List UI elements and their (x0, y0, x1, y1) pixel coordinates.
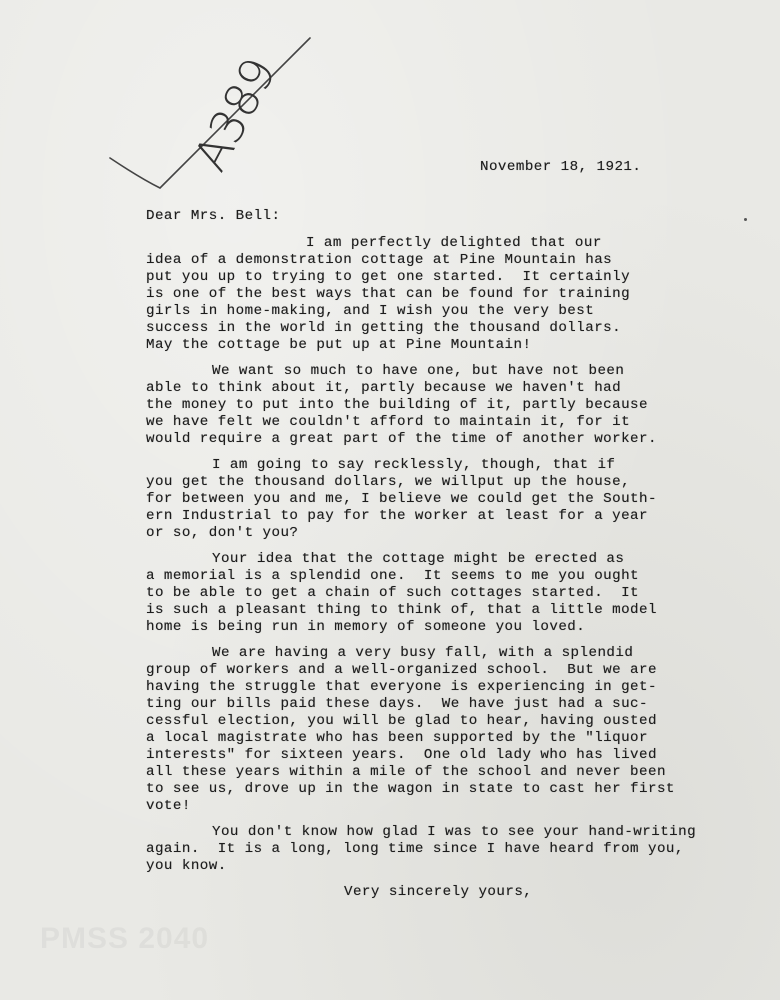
body-line: We are having a very busy fall, with a splendid (212, 645, 634, 661)
body-line: cessful election, you will be glad to hear, having ousted (146, 713, 657, 729)
salutation: Dear Mrs. Bell: (146, 208, 281, 224)
body-line: May the cottage be put up at Pine Mountain! (146, 337, 532, 353)
body-line: for between you and me, I believe we could get the South- (146, 491, 657, 507)
stray-mark (744, 218, 747, 221)
letter-date: November 18, 1921. (480, 159, 642, 175)
body-line: to see us, drove up in the wagon in state to cast her first (146, 781, 675, 797)
annotation-label: A389 (183, 48, 287, 180)
body-line: to be able to get a chain of such cottages started. It (146, 585, 640, 601)
body-line: We want so much to have one, but have not been (212, 363, 625, 379)
body-line: able to think about it, partly because we haven't had (146, 380, 622, 396)
body-line: or so, don't you? (146, 525, 299, 541)
handwritten-annotation (100, 28, 330, 198)
archive-watermark (40, 922, 209, 956)
body-line: home is being run in memory of someone you loved. (146, 619, 586, 635)
body-line: the money to put into the building of it, partly because (146, 397, 648, 413)
body-line: Your idea that the cottage might be erected as (212, 551, 625, 567)
body-line: is such a pleasant thing to think of, that a little model (146, 602, 657, 618)
body-line: a memorial is a splendid one. It seems to me you ought (146, 568, 640, 584)
body-line: You don't know how glad I was to see your hand-writing (212, 824, 697, 840)
body-line: I am perfectly delighted that our (306, 235, 602, 251)
body-line: having the struggle that everyone is experiencing in get- (146, 679, 657, 695)
closing: Very sincerely yours, (344, 884, 533, 900)
body-line: we have felt we couldn't afford to maintain it, for it (146, 414, 631, 430)
body-line: success in the world in getting the thousand dollars. (146, 320, 622, 336)
body-line: vote! (146, 798, 191, 814)
body-line: put you up to trying to get one started. It certainly (146, 269, 631, 285)
body-line: is one of the best ways that can be found for training (146, 286, 631, 302)
body-line: girls in home-making, and I wish you the very best (146, 303, 595, 319)
body-line: idea of a demonstration cottage at Pine Mountain has (146, 252, 613, 268)
body-line: all these years within a mile of the school and never been (146, 764, 666, 780)
body-line: a local magistrate who has been supported by the "liquor (146, 730, 648, 746)
body-line: group of workers and a well-organized school. But we are (146, 662, 657, 678)
body-line: you know. (146, 858, 227, 874)
body-line: would require a great part of the time of another worker. (146, 431, 657, 447)
body-line: I am going to say recklessly, though, that if (212, 457, 616, 473)
annotation-mark (100, 28, 330, 198)
body-line: you get the thousand dollars, we willput up the house, (146, 474, 631, 490)
body-line: ern Industrial to pay for the worker at least for a year (146, 508, 648, 524)
body-line: interests" for sixteen years. One old lady who has lived (146, 747, 657, 763)
body-line: again. It is a long, long time since I have heard from you, (146, 841, 684, 857)
body-line: ting our bills paid these days. We have just had a suc- (146, 696, 648, 712)
